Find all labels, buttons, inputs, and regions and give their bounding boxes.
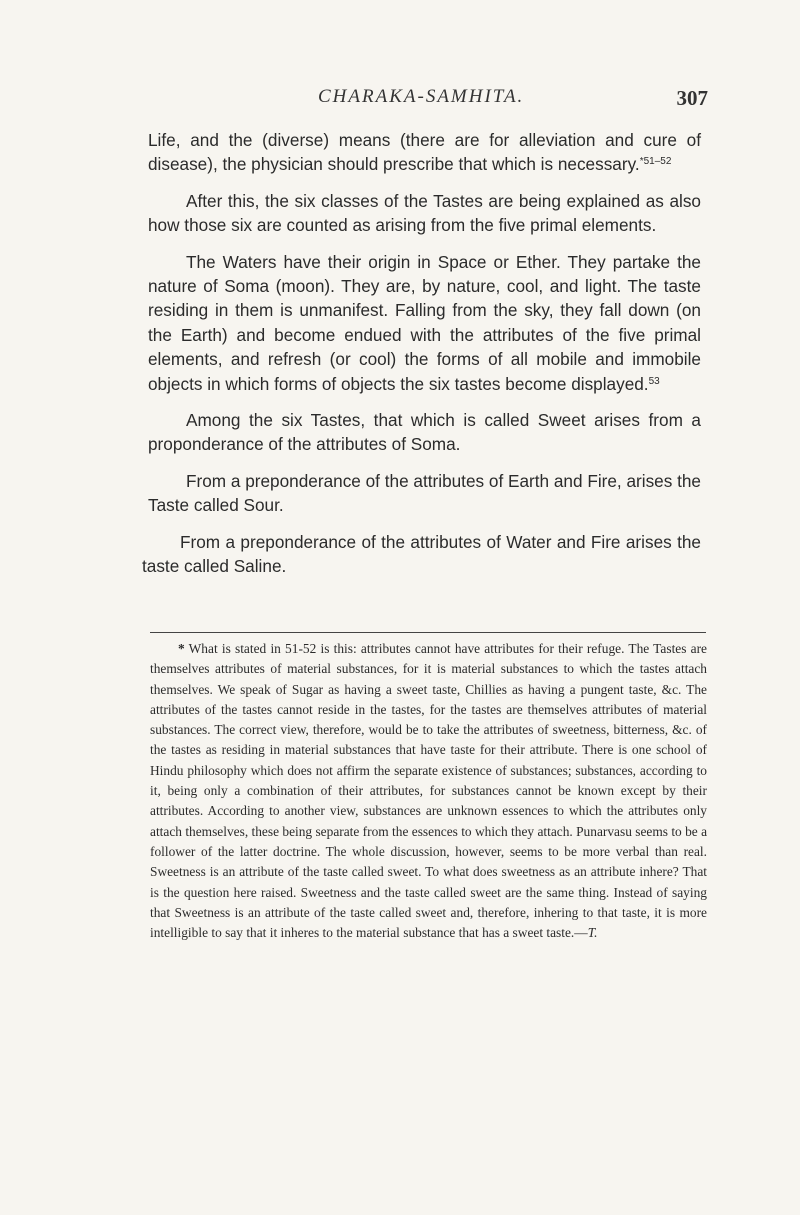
paragraph-text: From a preponderance of the attributes of Water and Fire arises the taste called Saline. [142, 531, 701, 577]
footnote [150, 639, 707, 943]
main-text [142, 128, 701, 591]
footnote-text: What is stated in 51-52 is this: attributes cannot have attributes for their refuge. The Tastes are themselves attributes of material substances, for it is material substances to which the tastes attach themselves. We speak of Sugar as having a sweet taste, Chillies as having a pungent taste, &c. The attributes of the tastes cannot reside in the tastes, for the tastes are themselves attributes of material substances. The correct view, therefore, would be to take the attributes of sweetness, bitterness, &c. of the tastes as residing in material substances that have taste for their attribute. There is one school of Hindu philosophy which does not affirm the separate existence of substances; substances, according to it, being only a combination of their attributes, for substances cannot be known except by their attributes. According to another view, substances are unknown essences to which the attributes only attach themselves, these being separate from the essences to which they attach. Punarvasu seems to be a follower of the latter doctrine. The whole discussion, however, seems to be more verbal than real. Sweetness is an attribute of the taste called sweet. To what does sweetness as an attribute inhere? That is the question here raised. Sweetness and the taste called sweet are the same thing. Instead of saying that Sweetness is an attribute of the taste called sweet and, therefore, inhering to that taste, it is more intelligible to say that it inheres to the material substance that has a sweet taste.— [150, 641, 708, 941]
footnote-marker: * [178, 641, 185, 656]
paragraph-text: The Waters have their origin in Space or Ether. They partake the nature of Soma (moon). They are, by nature, cool, and light. The taste residing in them is unmanifest. Falling from the sky, they fall down (on the Earth) and become endued with the attributes of the five primal elements, and refresh (or cool) the forms of all mobile and immobile objects in which forms of objects the six tastes become displayed. [148, 251, 701, 394]
footnote-reference: *51–52 [639, 156, 672, 168]
paragraph-text: From a preponderance of the attributes of Earth and Fire, arises the Taste called Sour. [148, 470, 701, 516]
paragraph [142, 530, 701, 579]
paragraph-text: After this, the six classes of the Tastes are being explained as also how those six are counted as arising from the five primal elements. [148, 190, 701, 236]
paragraph [148, 408, 701, 457]
footnote-paragraph [150, 639, 707, 943]
paragraph [148, 250, 701, 396]
verse-number: 53 [648, 375, 660, 387]
page-number: 307 [676, 86, 708, 110]
footnote-signature: T. [587, 925, 598, 941]
running-title: CHARAKA-SAMHITA. [318, 86, 525, 107]
footnote-divider [150, 632, 706, 633]
page-header [150, 86, 710, 116]
paragraph [148, 189, 701, 238]
paragraph-text: Life, and the (diverse) means (there are for alleviation and cure of disease), the physician should prescribe that which is necessary. [148, 130, 701, 175]
paragraph [148, 128, 701, 177]
paragraph-text: Among the six Tastes, that which is called Sweet arises from a proponderance of the attributes of Soma. [148, 410, 701, 455]
paragraph [148, 469, 701, 518]
